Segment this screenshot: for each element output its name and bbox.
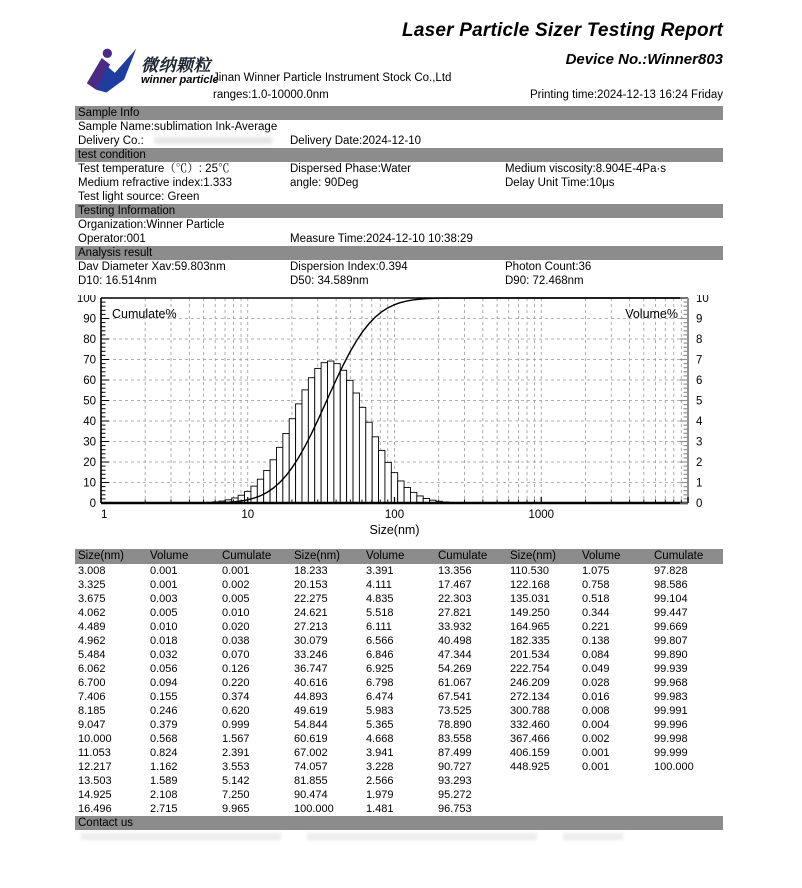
- cumulate-cell: 27.821: [438, 607, 472, 619]
- volume-cell: 1.481: [366, 803, 394, 815]
- volume-cell: 0.155: [150, 691, 178, 703]
- cumulate-cell: 0.070: [222, 649, 250, 661]
- volume-cell: 5.983: [366, 705, 394, 717]
- cumulate-cell: 1.567: [222, 733, 250, 745]
- size-cell: 60.619: [294, 733, 328, 745]
- size-cell: 22.275: [294, 593, 328, 605]
- volume-cell: 0.518: [582, 593, 610, 605]
- svg-text:1: 1: [696, 477, 703, 490]
- cumulate-cell: 99.968: [654, 677, 688, 689]
- test-temperature: Test temperature（℃）: 25℃: [78, 163, 230, 175]
- size-cell: 67.002: [294, 747, 328, 759]
- volume-cell: 0.001: [150, 565, 178, 577]
- volume-cell: 0.094: [150, 677, 178, 689]
- cumulate-cell: 0.001: [222, 565, 250, 577]
- size-cell: 81.855: [294, 775, 328, 787]
- svg-text:30: 30: [83, 436, 96, 449]
- section-bar-contact-us: Contact us: [75, 816, 723, 830]
- volume-cell: 0.018: [150, 635, 178, 647]
- svg-text:10: 10: [696, 295, 709, 305]
- section-bar-sample-info: Sample Info: [75, 106, 723, 120]
- d90-value: D90: 72.468nm: [505, 275, 584, 287]
- cumulate-cell: 9.965: [222, 803, 250, 815]
- volume-cell: 6.566: [366, 635, 394, 647]
- cumulate-cell: 3.553: [222, 761, 250, 773]
- volume-cell: 6.925: [366, 663, 394, 675]
- size-cell: 135.031: [510, 593, 550, 605]
- table-row: [75, 732, 723, 746]
- cumulate-cell: 99.998: [654, 733, 688, 745]
- size-cell: 4.062: [78, 607, 106, 619]
- size-cell: 3.008: [78, 565, 106, 577]
- volume-cell: 4.835: [366, 593, 394, 605]
- cumulate-cell: 99.807: [654, 635, 688, 647]
- svg-text:8: 8: [696, 334, 703, 346]
- size-cell: 36.747: [294, 663, 328, 675]
- svg-text:4: 4: [696, 416, 703, 428]
- size-cell: 20.153: [294, 579, 328, 591]
- size-cell: 272.134: [510, 691, 550, 703]
- volume-cell: 4.111: [366, 579, 392, 591]
- table-row: [75, 578, 723, 592]
- size-cell: 49.619: [294, 705, 328, 717]
- volume-cell: 5.365: [366, 719, 394, 731]
- dispersed-phase: Dispersed Phase:Water: [290, 163, 412, 175]
- cumulate-cell: 98.586: [654, 579, 688, 591]
- cumulate-cell: 0.002: [222, 579, 250, 591]
- size-cell: 18.233: [294, 565, 328, 577]
- table-header-cell: Size(nm): [510, 550, 557, 562]
- cumulate-cell: 0.620: [222, 705, 250, 717]
- dav-diameter: Dav Diameter Xav:59.803nm: [78, 261, 226, 273]
- measure-ranges: ranges:1.0-10000.0nm: [213, 89, 329, 101]
- volume-cell: 0.032: [150, 649, 178, 661]
- size-cell: 300.788: [510, 705, 550, 717]
- volume-cell: 0.049: [582, 663, 610, 675]
- delivery-co: Delivery Co.:: [78, 134, 290, 148]
- size-cell: 3.325: [78, 579, 106, 591]
- svg-text:10: 10: [83, 477, 96, 490]
- size-cell: 90.474: [294, 789, 328, 801]
- cumulate-cell: 33.932: [438, 621, 472, 633]
- volume-cell: 0.758: [582, 579, 610, 591]
- section-bar-test-condition: test condition: [75, 148, 723, 162]
- section-bar-analysis-result: Analysis result: [75, 246, 723, 260]
- cumulate-cell: 0.005: [222, 593, 250, 605]
- table-header-cell: Cumulate: [222, 550, 272, 562]
- table-row: [75, 648, 723, 662]
- cumulate-cell: 99.104: [654, 593, 688, 605]
- test-light-source: Test light source: Green: [78, 191, 200, 203]
- printing-time: Printing time:2024-12-13 16:24 Friday: [529, 89, 723, 101]
- cumulate-cell: 54.269: [438, 663, 472, 675]
- size-cell: 33.246: [294, 649, 328, 661]
- cumulate-cell: 99.996: [654, 719, 688, 731]
- svg-text:70: 70: [83, 354, 96, 367]
- volume-cell: 2.566: [366, 775, 394, 787]
- photon-count: Photon Count:36: [505, 261, 592, 273]
- size-cell: 100.000: [294, 803, 334, 815]
- size-cell: 367.466: [510, 733, 550, 745]
- logo-chinese-text: 微纳颗粒: [141, 56, 211, 75]
- svg-text:100: 100: [384, 509, 405, 521]
- volume-cell: 4.668: [366, 733, 394, 745]
- size-cell: 448.925: [510, 761, 550, 773]
- operator: Operator:001: [78, 233, 146, 245]
- measure-time: Measure Time:2024-12-10 10:38:29: [290, 233, 473, 245]
- table-row: [75, 774, 723, 788]
- svg-text:100: 100: [76, 295, 96, 305]
- svg-text:60: 60: [83, 375, 96, 387]
- volume-cell: 0.056: [150, 663, 178, 675]
- table-header-cell: Cumulate: [438, 550, 488, 562]
- size-cell: 6.062: [78, 663, 106, 675]
- table-row: [75, 788, 723, 802]
- svg-text:1: 1: [101, 509, 108, 521]
- svg-text:50: 50: [83, 395, 96, 408]
- chart-svg: [75, 295, 723, 541]
- volume-cell: 2.108: [150, 789, 178, 801]
- cumulate-cell: 99.999: [654, 747, 688, 759]
- size-cell: 44.893: [294, 691, 328, 703]
- redacted-delivery-co-value: [154, 137, 272, 144]
- volume-cell: 0.001: [582, 747, 610, 759]
- svg-text:Cumulate%: Cumulate%: [112, 307, 177, 321]
- cumulate-cell: 0.126: [222, 663, 250, 675]
- svg-text:Volume%: Volume%: [625, 307, 678, 321]
- volume-cell: 6.846: [366, 649, 394, 661]
- cumulate-cell: 47.344: [438, 649, 472, 661]
- size-cell: 16.496: [78, 803, 112, 815]
- volume-cell: 6.111: [366, 621, 392, 633]
- svg-text:20: 20: [83, 457, 96, 469]
- cumulate-cell: 99.983: [654, 691, 688, 703]
- section-bar-testing-information: Testing Information: [75, 204, 723, 218]
- svg-text:80: 80: [83, 334, 96, 346]
- cumulate-cell: 0.999: [222, 719, 250, 731]
- cumulate-cell: 78.890: [438, 719, 472, 731]
- svg-text:10: 10: [241, 509, 255, 521]
- size-cell: 13.503: [78, 775, 112, 787]
- size-cell: 4.489: [78, 621, 106, 633]
- volume-cell: 0.344: [582, 607, 610, 619]
- cumulate-cell: 67.541: [438, 691, 472, 703]
- volume-cell: 1.162: [150, 761, 178, 773]
- size-cell: 74.057: [294, 761, 328, 773]
- volume-cell: 0.824: [150, 747, 178, 759]
- size-cell: 110.530: [510, 565, 549, 577]
- page-title: Laser Particle Sizer Testing Report: [402, 20, 723, 41]
- size-cell: 27.213: [294, 621, 328, 633]
- table-header-cell: Cumulate: [654, 550, 704, 562]
- size-cell: 5.484: [78, 649, 106, 661]
- size-cell: 24.621: [294, 607, 328, 619]
- size-cell: 4.962: [78, 635, 106, 647]
- cumulate-cell: 0.374: [222, 691, 250, 703]
- svg-text:40: 40: [83, 416, 96, 428]
- delivery-date: Delivery Date:2024-12-10: [290, 135, 422, 147]
- volume-cell: 2.715: [150, 803, 178, 815]
- volume-cell: 6.798: [366, 677, 394, 689]
- svg-text:0: 0: [696, 498, 703, 510]
- svg-text:3: 3: [696, 436, 703, 449]
- svg-text:90: 90: [83, 313, 96, 326]
- cumulate-cell: 95.272: [438, 789, 472, 801]
- size-cell: 246.209: [510, 677, 550, 689]
- table-row: [75, 690, 723, 704]
- distribution-table: [75, 549, 723, 816]
- volume-cell: 0.002: [582, 733, 610, 745]
- svg-text:1000: 1000: [528, 509, 555, 521]
- svg-text:6: 6: [696, 375, 703, 387]
- size-cell: 406.159: [510, 747, 550, 759]
- cumulate-cell: 97.828: [654, 565, 688, 577]
- volume-cell: 0.001: [150, 579, 178, 591]
- size-cell: 6.700: [78, 677, 106, 689]
- volume-cell: 3.941: [366, 747, 394, 759]
- volume-cell: 0.001: [582, 761, 610, 773]
- medium-refractive-index: Medium refractive index:1.333: [78, 177, 233, 189]
- cumulate-cell: 83.558: [438, 733, 472, 745]
- table-row: [75, 606, 723, 620]
- volume-cell: 0.010: [150, 621, 178, 633]
- size-cell: 122.168: [510, 579, 550, 591]
- cumulate-cell: 0.010: [222, 607, 250, 619]
- volume-cell: 0.004: [582, 719, 610, 731]
- logo-english-text: winner particle: [141, 74, 219, 86]
- size-cell: 7.406: [78, 691, 106, 703]
- size-cell: 164.965: [510, 621, 550, 633]
- d50-value: D50: 34.589nm: [290, 275, 369, 287]
- volume-cell: 3.391: [366, 565, 394, 577]
- cumulate-cell: 99.939: [654, 663, 688, 675]
- table-row: [75, 746, 723, 760]
- cumulate-cell: 17.467: [438, 579, 472, 591]
- svg-text:0: 0: [89, 498, 96, 510]
- volume-cell: 5.518: [366, 607, 394, 619]
- table-row: [75, 760, 723, 774]
- cumulate-cell: 90.727: [438, 761, 472, 773]
- size-cell: 14.925: [78, 789, 112, 801]
- table-row: [75, 802, 723, 816]
- table-header-cell: Size(nm): [294, 550, 341, 562]
- size-cell: 9.047: [78, 719, 106, 731]
- sample-name: Sample Name:sublimation Ink-Average: [78, 121, 278, 133]
- table-row: [75, 676, 723, 690]
- cumulate-cell: 100.000: [654, 761, 694, 773]
- svg-text:Size(nm): Size(nm): [369, 523, 420, 537]
- cumulate-cell: 93.293: [438, 775, 472, 787]
- size-cell: 11.053: [78, 747, 111, 759]
- report-body: [75, 106, 723, 840]
- cumulate-cell: 87.499: [438, 747, 472, 759]
- volume-cell: 3.228: [366, 761, 394, 773]
- cumulate-cell: 99.669: [654, 621, 688, 633]
- d10-value: D10: 16.514nm: [78, 275, 157, 287]
- size-cell: 201.534: [510, 649, 550, 661]
- cumulate-cell: 99.447: [654, 607, 688, 619]
- size-cell: 8.185: [78, 705, 106, 717]
- particle-size-distribution-chart: [75, 295, 723, 541]
- table-row: [75, 634, 723, 648]
- size-cell: 3.675: [78, 593, 106, 605]
- svg-text:2: 2: [696, 457, 703, 469]
- cumulate-cell: 0.020: [222, 621, 250, 633]
- volume-cell: 0.246: [150, 705, 178, 717]
- svg-text:9: 9: [696, 313, 703, 326]
- table-row: [75, 592, 723, 606]
- volume-cell: 1.589: [150, 775, 178, 787]
- volume-cell: 0.379: [150, 719, 178, 731]
- cumulate-cell: 61.067: [438, 677, 472, 689]
- volume-cell: 0.005: [150, 607, 178, 619]
- volume-cell: 0.084: [582, 649, 610, 661]
- size-cell: 332.460: [510, 719, 550, 731]
- size-cell: 10.000: [78, 733, 112, 745]
- table-row: [75, 718, 723, 732]
- table-header-cell: Volume: [582, 550, 621, 562]
- cumulate-cell: 99.991: [654, 705, 688, 717]
- cumulate-cell: 99.890: [654, 649, 688, 661]
- cumulate-cell: 22.303: [438, 593, 472, 605]
- table-row: [75, 564, 723, 578]
- table-row: [75, 704, 723, 718]
- volume-cell: 0.138: [582, 635, 610, 647]
- cumulate-cell: 7.250: [222, 789, 250, 801]
- volume-cell: 6.474: [366, 691, 394, 703]
- svg-text:5: 5: [696, 395, 703, 408]
- winner-logo: [84, 45, 219, 104]
- size-cell: 40.616: [294, 677, 328, 689]
- cumulate-cell: 5.142: [222, 775, 250, 787]
- volume-cell: 0.221: [582, 621, 610, 633]
- cumulate-cell: 96.753: [438, 803, 472, 815]
- redacted-contact-info: [75, 833, 723, 840]
- cumulate-cell: 2.391: [222, 747, 250, 759]
- volume-cell: 0.028: [582, 677, 610, 689]
- size-cell: 12.217: [78, 761, 112, 773]
- volume-cell: 1.979: [366, 789, 394, 801]
- cumulate-cell: 0.038: [222, 635, 250, 647]
- table-row: [75, 662, 723, 676]
- table-header-cell: Size(nm): [78, 550, 125, 562]
- svg-text:7: 7: [696, 354, 703, 367]
- size-cell: 149.250: [510, 607, 550, 619]
- cumulate-cell: 40.498: [438, 635, 472, 647]
- cumulate-cell: 73.525: [438, 705, 472, 717]
- logo-mark-icon: [84, 45, 140, 104]
- size-cell: 222.754: [510, 663, 550, 675]
- delay-unit-time: Delay Unit Time:10μs: [505, 177, 615, 189]
- volume-cell: 0.568: [150, 733, 178, 745]
- volume-cell: 0.016: [582, 691, 610, 703]
- table-header-cell: Volume: [366, 550, 405, 562]
- table-row: [75, 620, 723, 634]
- company-name: Jinan Winner Particle Instrument Stock Co.,Ltd: [213, 72, 452, 84]
- angle: angle: 90Deg: [290, 177, 359, 189]
- device-number: Device No.:Winner803: [565, 51, 723, 68]
- size-cell: 54.844: [294, 719, 328, 731]
- table-header-cell: Volume: [150, 550, 189, 562]
- dispersion-index: Dispersion Index:0.394: [290, 261, 408, 273]
- organization: Organization:Winner Particle: [78, 219, 225, 231]
- volume-cell: 1.075: [582, 565, 610, 577]
- size-cell: 182.335: [510, 635, 550, 647]
- delivery-row: [75, 134, 723, 148]
- volume-cell: 0.008: [582, 705, 610, 717]
- cumulate-cell: 13.356: [438, 565, 472, 577]
- volume-cell: 0.003: [150, 593, 178, 605]
- cumulate-cell: 0.220: [222, 677, 250, 689]
- medium-viscosity: Medium viscosity:8.904E-4Pa·s: [505, 163, 667, 175]
- size-cell: 30.079: [294, 635, 328, 647]
- table-header-row: [75, 549, 723, 564]
